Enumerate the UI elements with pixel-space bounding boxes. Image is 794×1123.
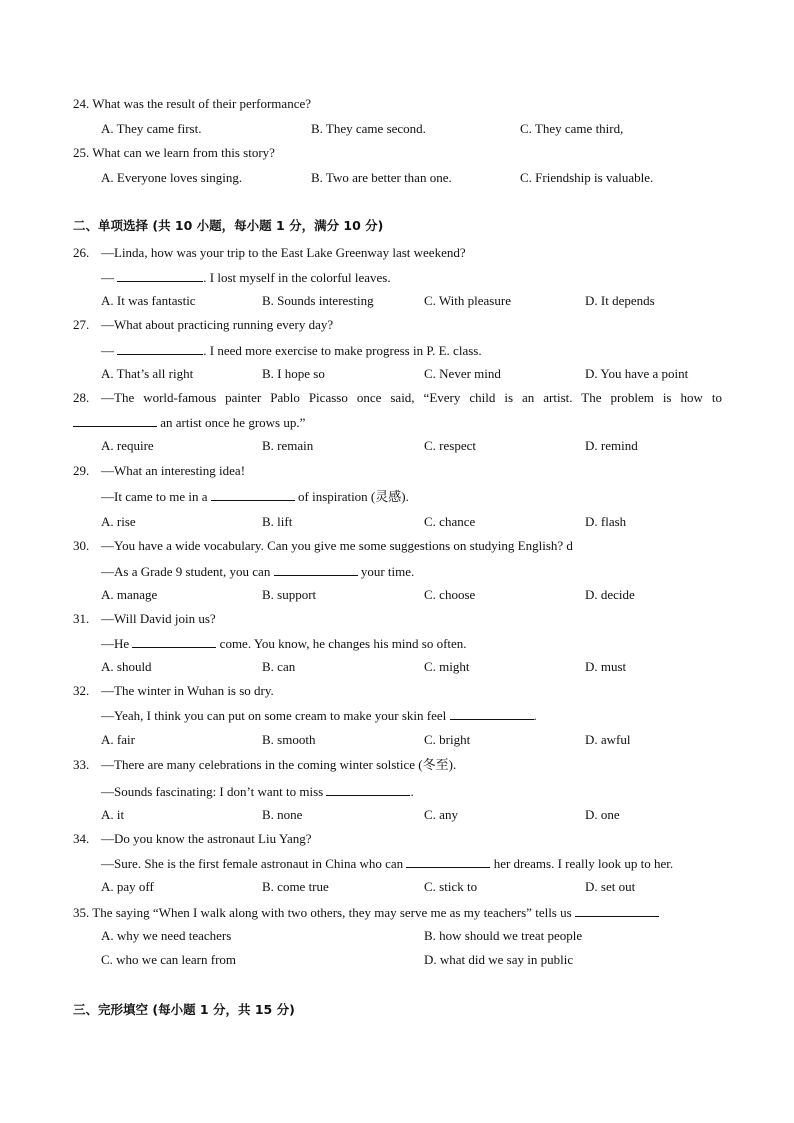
q33-option-b: B. none [262, 807, 303, 822]
q34-option-d: D. set out [585, 879, 636, 894]
q32-line2-pre: —Yeah, I think you can put on some cream to make your skin feel [101, 708, 450, 723]
q32-line1: —The winter in Wuhan is so dry. [101, 683, 274, 698]
q28-blank [73, 414, 157, 427]
q33-line2 [101, 783, 414, 800]
q32-option-d: D. awful [585, 732, 631, 747]
q26-blank [117, 269, 203, 282]
q35-stem-line [73, 904, 659, 921]
section-3-heading: 三、完形填空 (每小题 1 分，共 15 分) [73, 1002, 295, 1017]
q27-line2 [101, 342, 482, 359]
q27-line2-pre: — [101, 343, 118, 358]
q35-option-a: A. why we need teachers [101, 928, 232, 943]
q31-number: 31. [73, 611, 90, 626]
q32-option-b: B. smooth [262, 732, 316, 747]
q27-line1: —What about practicing running every day? [101, 317, 334, 332]
q27-option-c: C. Never mind [424, 366, 501, 381]
q31-blank [132, 635, 216, 648]
q32-blank [450, 707, 534, 720]
q31-option-d: D. must [585, 659, 627, 674]
q26-option-b: B. Sounds interesting [262, 293, 374, 308]
q26-line2 [101, 269, 391, 286]
q29-line2-post: of inspiration (灵感). [294, 489, 409, 504]
q28-option-a: A. require [101, 438, 154, 453]
q25-stem: 25. What can we learn from this story? [73, 145, 275, 160]
q34-number: 34. [73, 831, 90, 846]
q31-option-b: B. can [262, 659, 296, 674]
q27-blank [117, 342, 203, 355]
q30-option-c: C. choose [424, 587, 476, 602]
q30-line2-pre: —As a Grade 9 student, you can [101, 564, 274, 579]
q35-option-b: B. how should we treat people [424, 928, 583, 943]
q34-line2 [101, 855, 673, 872]
q35-option-d: D. what did we say in public [424, 952, 574, 967]
q33-line2-pre: —Sounds fascinating: I don’t want to miss [101, 784, 327, 799]
q31-option-a: A. should [101, 659, 152, 674]
q28-option-b: B. remain [262, 438, 314, 453]
q30-option-d: D. decide [585, 587, 635, 602]
q34-option-a: A. pay off [101, 879, 154, 894]
q30-number: 30. [73, 538, 90, 553]
q29-number: 29. [73, 463, 90, 478]
q28-option-c: C. respect [424, 438, 476, 453]
q33-option-c: C. any [424, 807, 458, 822]
q31-line2-post: come. You know, he changes his mind so often. [216, 636, 467, 651]
q26-number: 26. [73, 245, 90, 260]
q30-line2-post: your time. [357, 564, 415, 579]
q26-option-c: C. With pleasure [424, 293, 511, 308]
q34-line2-post: her dreams. I really look up to her. [490, 856, 674, 871]
q34-blank [406, 855, 490, 868]
q28-option-d: D. remind [585, 438, 638, 453]
q24-option-a: A. They came first. [101, 121, 202, 136]
q28-number: 28. [73, 390, 90, 405]
q32-line2-post: . [533, 708, 537, 723]
q26-option-a: A. It was fantastic [101, 293, 196, 308]
section-2-heading: 二、单项选择 (共 10 小题，每小题 1 分，满分 10 分) [73, 218, 384, 233]
q26-line2-pre: — [101, 270, 118, 285]
q25-option-c: C. Friendship is valuable. [520, 170, 654, 185]
q35-stem: 35. The saying “When I walk along with two others, they may serve me as my teachers” tells us [73, 905, 575, 920]
q29-blank [211, 488, 295, 501]
q29-line2-pre: —It came to me in a [101, 489, 211, 504]
q27-option-b: B. I hope so [262, 366, 325, 381]
q27-line2-post: . I need more exercise to make progress in P. E. class. [203, 343, 482, 358]
q32-number: 32. [73, 683, 90, 698]
q29-option-a: A. rise [101, 514, 136, 529]
q34-option-c: C. stick to [424, 879, 478, 894]
q29-option-c: C. chance [424, 514, 476, 529]
q31-line1: —Will David join us? [101, 611, 216, 626]
q33-number: 33. [73, 757, 90, 772]
q31-line2-pre: —He [101, 636, 133, 651]
q35-blank [575, 904, 659, 917]
q31-option-c: C. might [424, 659, 470, 674]
q30-option-b: B. support [262, 587, 317, 602]
q25-option-a: A. Everyone loves singing. [101, 170, 243, 185]
q27-option-d: D. You have a point [585, 366, 689, 381]
q33-option-a: A. it [101, 807, 125, 822]
q28-line1: —The world-famous painter Pablo Picasso once said, “Every child is an artist. The problem is how to [101, 390, 722, 405]
q27-number: 27. [73, 317, 90, 332]
q24-option-b: B. They came second. [311, 121, 426, 136]
q30-line1: —You have a wide vocabulary. Can you give me some suggestions on studying English? d [101, 538, 573, 553]
q30-option-a: A. manage [101, 587, 158, 602]
q32-option-c: C. bright [424, 732, 471, 747]
q25-option-b: B. Two are better than one. [311, 170, 452, 185]
q26-line1: —Linda, how was your trip to the East Lake Greenway last weekend? [101, 245, 466, 260]
q29-option-d: D. flash [585, 514, 627, 529]
q29-line1: —What an interesting idea! [101, 463, 246, 478]
q35-option-c: C. who we can learn from [101, 952, 237, 967]
q30-line2 [101, 563, 414, 580]
q30-blank [274, 563, 358, 576]
q31-line2 [101, 635, 467, 652]
q28-line2 [73, 414, 305, 431]
q34-line1: —Do you know the astronaut Liu Yang? [101, 831, 312, 846]
q33-option-d: D. one [585, 807, 620, 822]
q29-option-b: B. lift [262, 514, 293, 529]
q33-line1: —There are many celebrations in the coming winter solstice (冬至). [101, 757, 457, 772]
q26-option-d: D. It depends [585, 293, 655, 308]
q28-line2-post: an artist once he grows up.” [157, 415, 306, 430]
q32-line2 [101, 707, 537, 724]
q33-blank [326, 783, 410, 796]
q34-line2-pre: —Sure. She is the first female astronaut in China who can [101, 856, 407, 871]
q33-line2-post: . [410, 784, 414, 799]
q26-line2-post: . I lost myself in the colorful leaves. [203, 270, 391, 285]
q32-option-a: A. fair [101, 732, 135, 747]
q24-option-c: C. They came third, [520, 121, 624, 136]
q24-stem: 24. What was the result of their performance? [73, 96, 311, 111]
q27-option-a: A. That’s all right [101, 366, 194, 381]
q34-option-b: B. come true [262, 879, 329, 894]
q29-line2 [101, 488, 409, 505]
